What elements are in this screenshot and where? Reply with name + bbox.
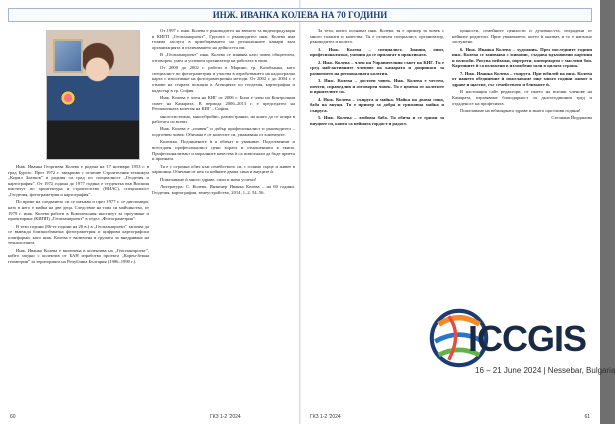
right-paragraph: ценности, семейните ценности и духовността, изградени от нейните родители. Прие уважението, което ѝ оказват, и то е напълно заслужено.: [452, 28, 592, 45]
caption-paragraph: В тези години (86-те години на 20 в.) в „Геопланпроект” започва да се въвежда близкообхватна фотограметрия и цифрови картографски платформи, като инж. Колева е включена в групата за внедряване на технологията.: [8, 223, 149, 246]
middle-paragraph: многосистемно, многобройно, разностранно, на която да се опира в работата си всеки.: [152, 113, 295, 125]
logo-subtitle: 16 – 21 June 2024 | Nessebar, Bulgaria: [475, 366, 615, 375]
middle-paragraph: Пожелаваме ѝ много здраве, сили и нови успехи!: [160, 176, 257, 182]
numbered-item: 7. Инж. Иванка Колева – съпруга. При юбилей на инж. Колева от нашето обединение ѝ пожелаваме още много години живот в здраве и щастие, със семейството и близките ѝ.: [452, 70, 592, 87]
numbered-item: 2. Инж. Колева – член на Управителния съвет на КИГ. Тя е сред най-активните членове на камарата и допринася за развитието на регионалната колегия.: [310, 59, 444, 76]
middle-paragraph: Колежка. Подчинените ѝ я обичат и уважават. Подготвеният и всеотдаен професионалист цени хората и отношенията в екипа. Професионализмът и моралните качества ѝ са помогнали да бъде приета и призната.: [152, 139, 295, 162]
numbered-item: 5. Инж. Колева – любима баба. Тя обича и се грижи за внуците си, които са нейната гордост и радост.: [310, 115, 444, 126]
page-gutter: [299, 0, 301, 424]
intro-paragraph: Инж. Колева е член на КИГ от 2006 г. Била е член на Контролния съвет на Камарата. В периода 2006–2013 г. е председател на Регионалната колегия на КИГ – София.: [152, 94, 295, 112]
intro-paragraph: В „Геопланпроект” инж. Колева се изявява като човек общителен, отговорен, умел и успешен организатор на работата в екип.: [152, 52, 295, 63]
painting-frame: [53, 39, 83, 73]
photo-caption-column: [8, 164, 149, 400]
right-paragraph: В настоящия сайт редактори, от името на всички членове на Камарата, изразяваме благодарност за дългогодишния труд и отдаденост на професията.: [452, 89, 592, 106]
right-paragraph: За тези, които познават инж. Колева, тя е пример за човек с много таланти и качества. Тя е отличен специалист, организатор, ръководител и колега.: [310, 28, 444, 45]
portrait-photo: [46, 30, 140, 160]
right-column-2: [452, 28, 592, 294]
literature-note: Литература: С. Колева. Инженер Иванка Колева – на 60 години. Геодезия, картография, земеустройство, 2014, 1–2, 54–56.: [152, 184, 295, 195]
journal-label-right: ГКЗ 1-2 '2024: [310, 414, 341, 420]
flowers-image: [57, 91, 79, 105]
right-paragraph: Пожелаваме на юбилярката здраве и много щастливи години!: [460, 107, 581, 113]
logo-text: ICCGIS: [468, 318, 587, 359]
author-signature: Стелиана Йорданова: [551, 115, 592, 121]
iccgis-logo: [420, 300, 615, 410]
left-intro-column: [152, 28, 295, 406]
middle-paragraph: Тя е с огромна обич към семейството си, с голямо сърце и живее в хармония. Обичани от нея са нейните двама сина и внуците ѝ.: [152, 163, 295, 175]
article-header: [8, 8, 592, 22]
page-number-left: 60: [10, 414, 16, 420]
article-title: ИНЖ. ИВАНКА КОЛЕВА НА 70 ГОДИНИ: [212, 10, 388, 20]
intro-paragraph: От 1997 г. инж. Колева е ръководител на звеното за видеопродукция в КИГП „Геопланпроект”. Групата с ръководител инж. Колева има голяма заслуга в приобщаването на регионалните камари към организацията и отличаването на дейността им.: [152, 28, 295, 50]
numbered-item: 1. Инж. Колева – специалист. Знания, опит, професионализъм, умения да се прилагат в практиката.: [310, 46, 444, 58]
caption-paragraph: По време на следването си се омъжва и през 1977 г. се дипломира, като в него е майка на две деца. Следствие на това си майчинство, от 1979 г. инж. Колева работи в Комплексния институт за проучване и проектиране (КИПП) „Геопланпроект” в отдел „Фотограметрия”.: [8, 199, 149, 222]
numbered-item: 4. Инж. Колева – съпруга и майка. Майка на двама сина, баба на внуци. Тя е пример за добра и грижовна майка и съпруга.: [310, 96, 444, 113]
caption-paragraph: Инж. Иванка Георгиева Колева е родена на 17 ноември 1953 г. в град Бургас. През 1972 г. завършва с отличие Строителния техникум „Кирил Златков” в родния си град по специалност „Геодезия и картография”. От 1972 година до 1977 година е студентка във Висшия институт по архитектура и строителство (ВИАС), специалност „Геодезия, фотограметрия и картография”.: [8, 164, 149, 197]
intro-paragraph: От 2000 до 2002 г. работи в Марино, гр. Казабланка, като специалист по фотограметрия и участва в изработването на кадастрална карта с използване на фотограметрични методи. От 2002 г. до 2004 г. е отново на старата позиция в Агенцията по геодезия, картография и кадастър в гр. София.: [152, 65, 295, 93]
numbered-item: 3. Инж. Колева – достоен човек. Инж. Колева е честен, почтен, справедлив и отговорен човек. Тя е ценена от колегите и приятелите си.: [310, 78, 444, 95]
page-number-right: 61: [584, 414, 590, 420]
journal-label-left: ГКЗ 1-2 '2024: [210, 414, 241, 420]
middle-paragraph: Инж. Колева е „изявен” и добър професионалист и ръководител – подготвен човек. Обичана е от колегите си, уважавана от клиентите.: [152, 126, 295, 138]
numbered-item: 6. Инж. Иванка Колева – художник. През последните години инж. Колева се занимава с живопис, създава вдъхновени картини и изложби. Рисува пейзажи, портрети, натюрморти с маслени бои. Картините ѝ са изложени в изложбени зали в цялата страна.: [452, 46, 592, 69]
caption-paragraph: Инж. Иванка Колева е включена в колектива на „Геопланпроект”, който заедно с колектив от БАН изработва проекта „Корен-Земна геометрия” за територията на Република България (1986–1990 г.).: [8, 247, 149, 264]
